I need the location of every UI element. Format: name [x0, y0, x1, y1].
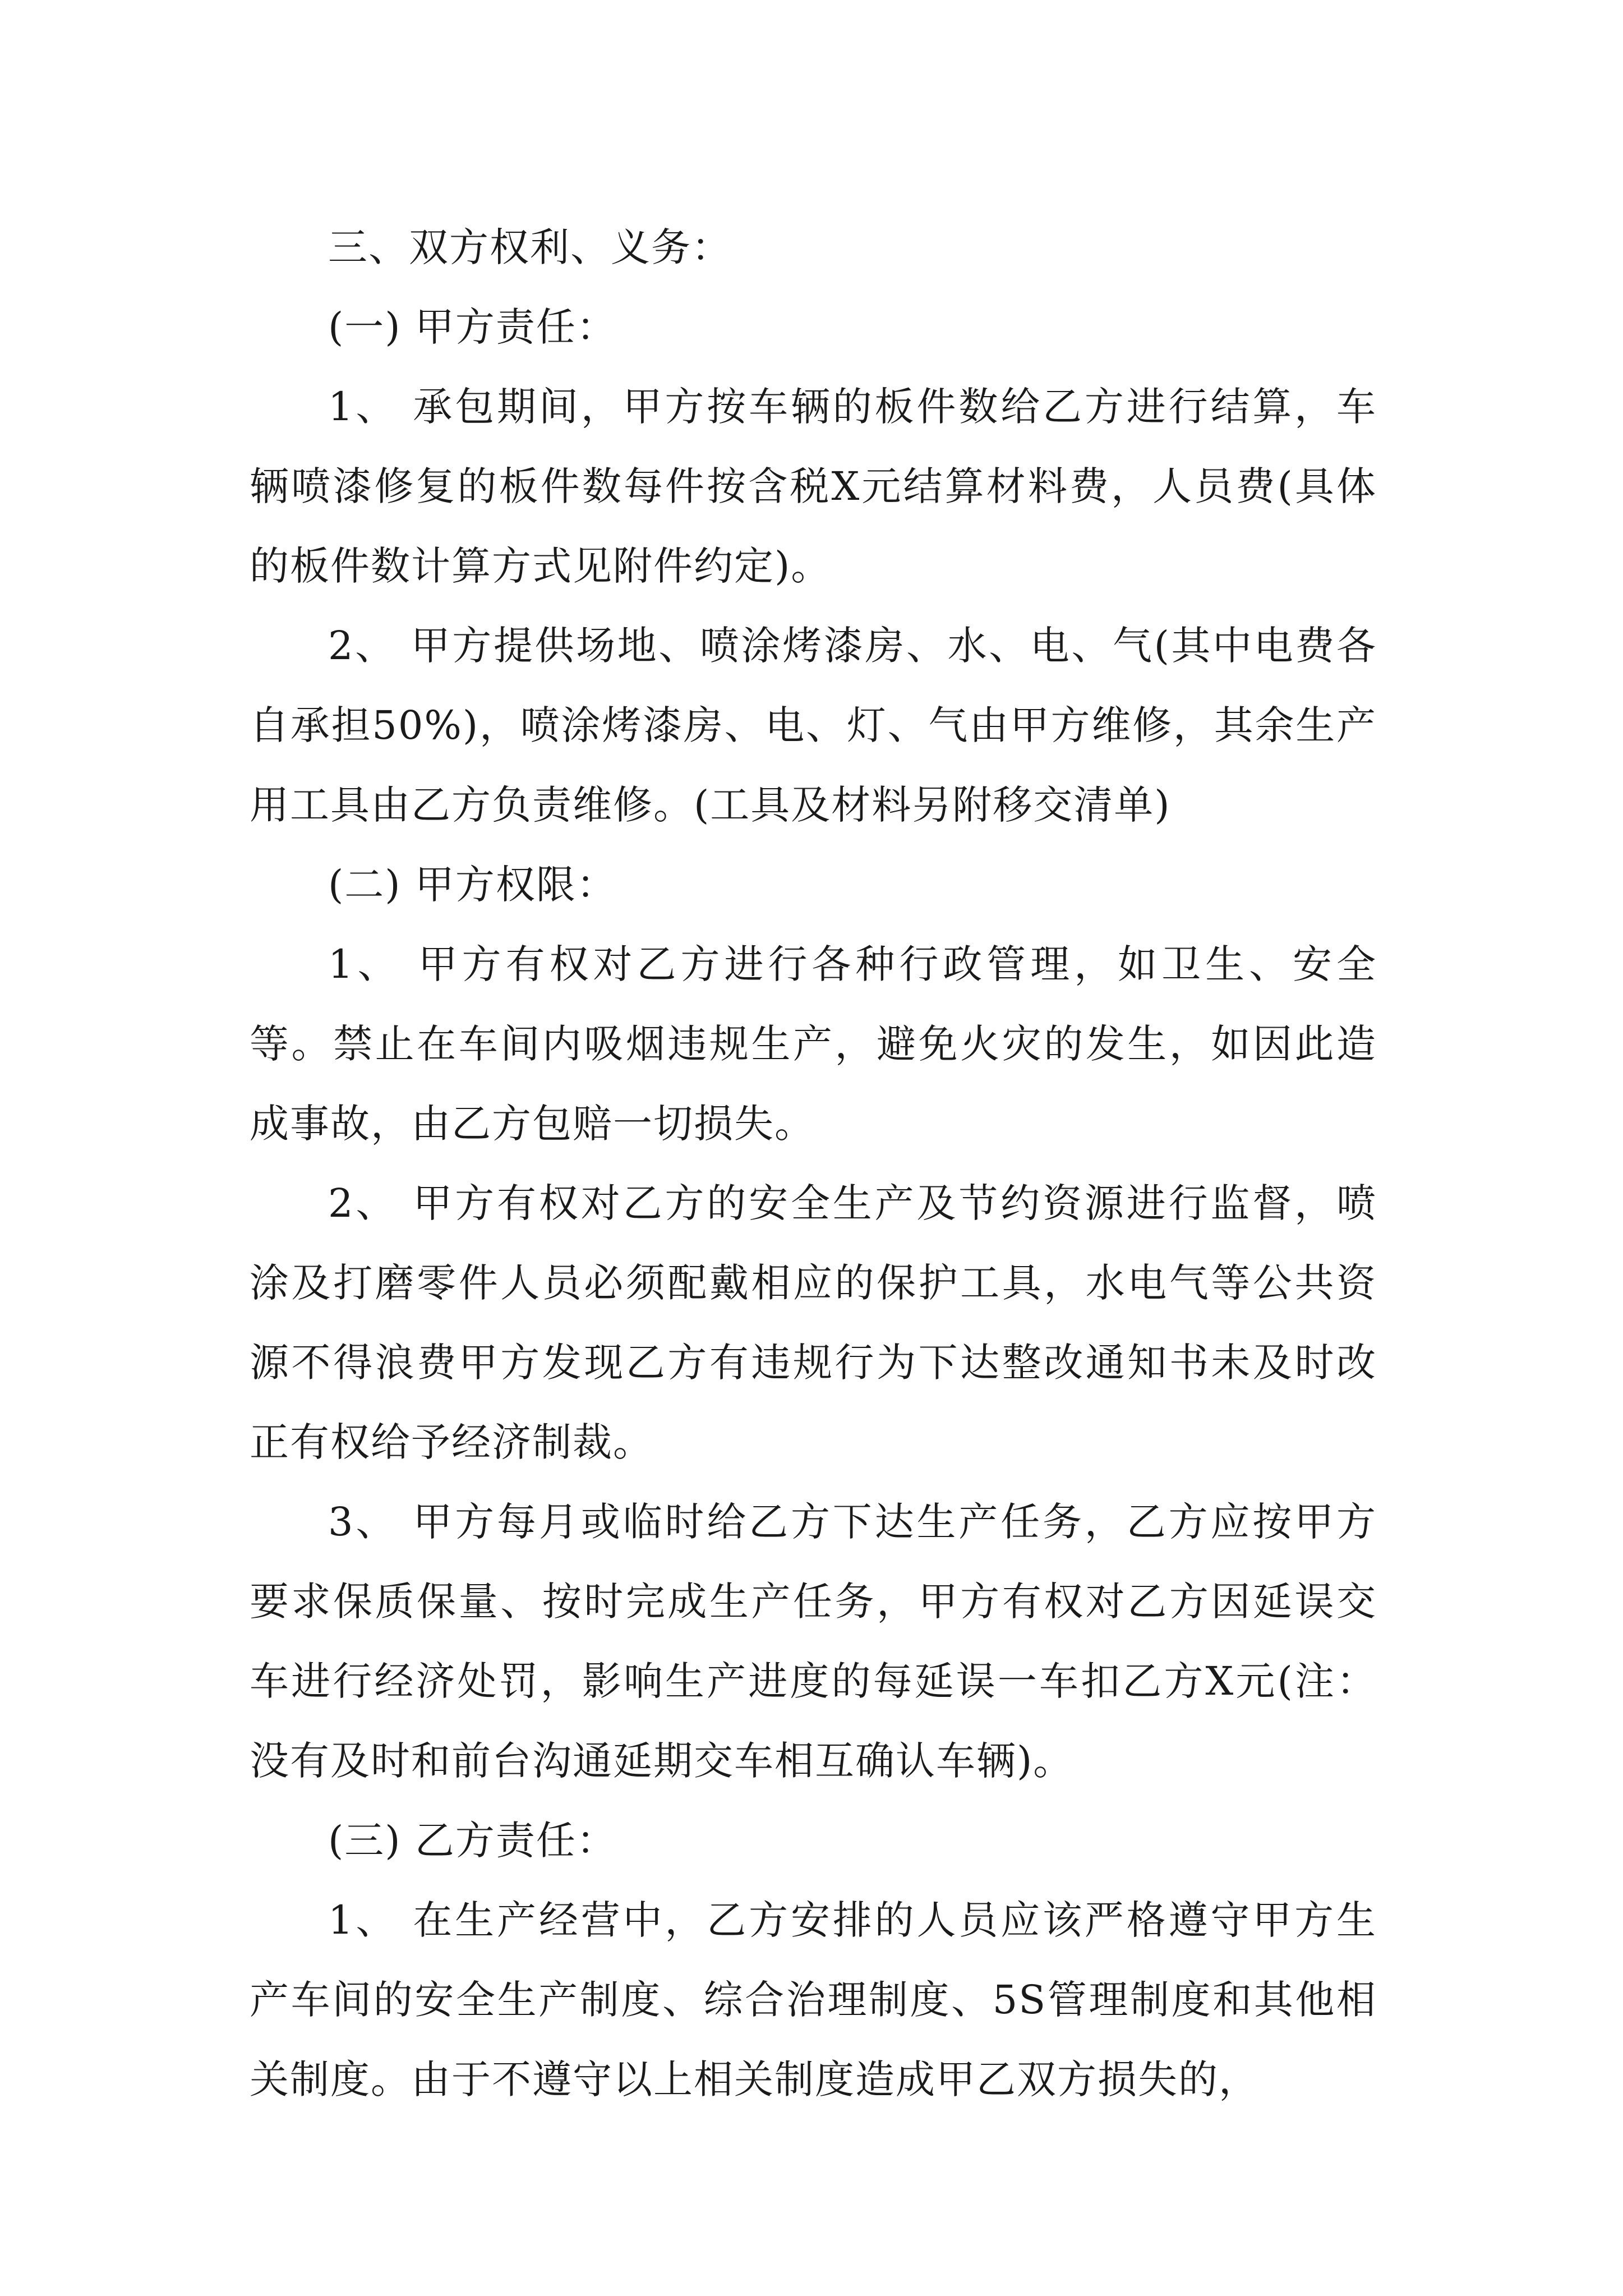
- party-a-responsibility-heading: (一) 甲方责任：: [328, 304, 617, 350]
- party-a-responsibility-item: 1、 承包期间，甲方按车辆的板件数给乙方进行结算，车辆喷漆修复的板件数每件按含税X元结算材料费，人员费(具体的板件数计算方式见附件约定)。: [250, 384, 1377, 589]
- party-b-responsibility-heading: (三) 乙方责任：: [328, 1818, 617, 1864]
- party-a-rights-item: 2、 甲方有权对乙方的安全生产及节约资源进行监督，喷涂及打磨零件人员必须配戴相应的保护工具，水电气等公共资源不得浪费甲方发现乙方有违规行为下达整改通知书未及时改正有权给予经济制裁。: [250, 1180, 1377, 1465]
- party-a-rights-heading: (二) 甲方权限：: [328, 862, 617, 908]
- section-heading: 三、双方权利、义务：: [328, 224, 732, 270]
- contract-text: [250, 208, 1377, 2119]
- party-b-responsibility-item: 1、 在生产经营中，乙方安排的人员应该严格遵守甲方生产车间的安全生产制度、综合治理制度、5S管理制度和其他相关制度。由于不遵守以上相关制度造成甲乙双方损失的，: [250, 1897, 1377, 2102]
- party-a-rights-item: 1、 甲方有权对乙方进行各种行政管理，如卫生、安全等。禁止在车间内吸烟违规生产，避免火灾的发生，如因此造成事故，由乙方包赔一切损失。: [250, 941, 1377, 1147]
- party-a-rights-item: 3、 甲方每月或临时给乙方下达生产任务，乙方应按甲方要求保质保量、按时完成生产任务，甲方有权对乙方因延误交车进行经济处罚，影响生产进度的每延误一车扣乙方X元(注：没有及时和前台沟通延期交车相互确认车辆)。: [250, 1499, 1377, 1784]
- party-a-responsibility-item: 2、 甲方提供场地、喷涂烤漆房、水、电、气(其中电费各自承担50%)，喷涂烤漆房、电、灯、气由甲方维修，其余生产用工具由乙方负责维修。(工具及材料另附移交清单): [250, 623, 1377, 828]
